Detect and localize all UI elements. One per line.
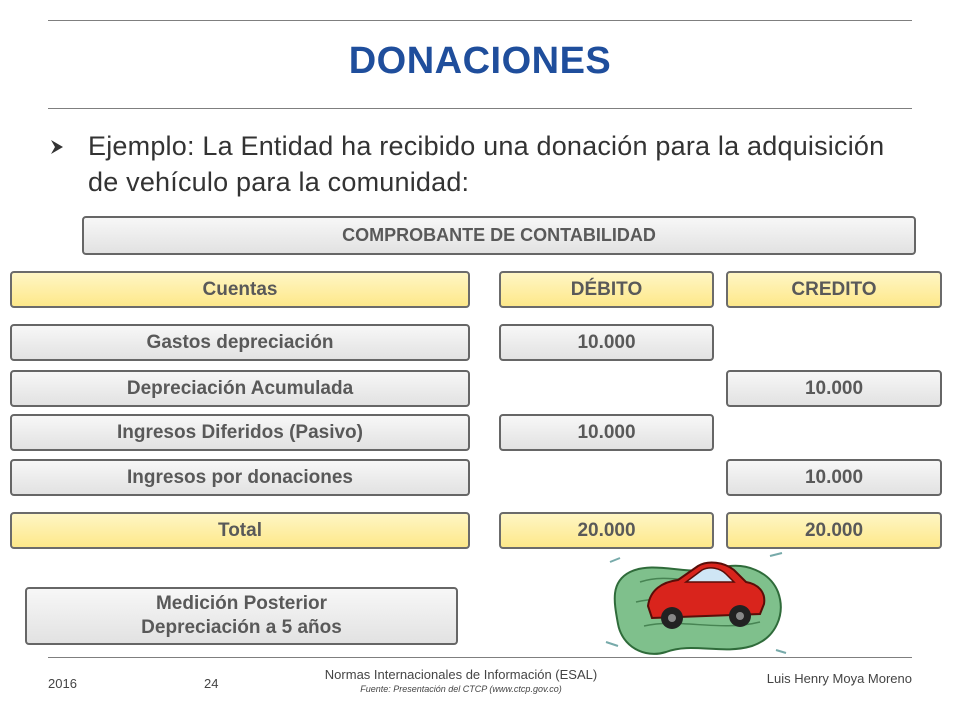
footer-rule bbox=[48, 657, 912, 658]
column-header-credit: CREDITO bbox=[726, 271, 942, 308]
arrow-bullet-icon bbox=[48, 138, 66, 156]
column-header-account: Cuentas bbox=[10, 271, 470, 308]
row-debit-ingresos-diferidos: 10.000 bbox=[499, 414, 714, 451]
car-on-money-icon bbox=[600, 542, 790, 660]
title-underline bbox=[48, 108, 912, 109]
footer-source: Fuente: Presentación del CTCP (www.ctcp.gov.co) bbox=[360, 684, 562, 694]
row-account-depreciacion-acumulada: Depreciación Acumulada bbox=[10, 370, 470, 407]
footer-center bbox=[296, 667, 626, 694]
row-debit-gastos-depreciacion: 10.000 bbox=[499, 324, 714, 361]
measurement-note-line2: Depreciación a 5 años bbox=[141, 617, 342, 638]
total-label: Total bbox=[10, 512, 470, 549]
row-credit-depreciacion-acumulada: 10.000 bbox=[726, 370, 942, 407]
voucher-header: COMPROBANTE DE CONTABILIDAD bbox=[82, 216, 916, 255]
total-credit: 20.000 bbox=[726, 512, 942, 549]
total-debit: 20.000 bbox=[499, 512, 714, 549]
bullet-text: Ejemplo: La Entidad ha recibido una donación para la adquisición de vehículo para la comunidad: bbox=[88, 131, 885, 197]
row-credit-ingresos-donaciones: 10.000 bbox=[726, 459, 942, 496]
row-account-ingresos-donaciones: Ingresos por donaciones bbox=[10, 459, 470, 496]
measurement-note-line1: Medición Posterior bbox=[155, 593, 328, 614]
footer-author: Luis Henry Moya Moreno bbox=[766, 671, 912, 686]
footer-title: Normas Internacionales de Información (ESAL) bbox=[324, 667, 598, 682]
row-account-ingresos-diferidos: Ingresos Diferidos (Pasivo) bbox=[10, 414, 470, 451]
column-header-debit: DÉBITO bbox=[499, 271, 714, 308]
row-account-gastos-depreciacion: Gastos depreciación bbox=[10, 324, 470, 361]
top-rule bbox=[48, 20, 912, 21]
slide-title: DONACIONES bbox=[348, 40, 612, 82]
measurement-note bbox=[25, 587, 458, 645]
page-number: 24 bbox=[204, 676, 219, 691]
footer-year: 2016 bbox=[48, 676, 77, 691]
